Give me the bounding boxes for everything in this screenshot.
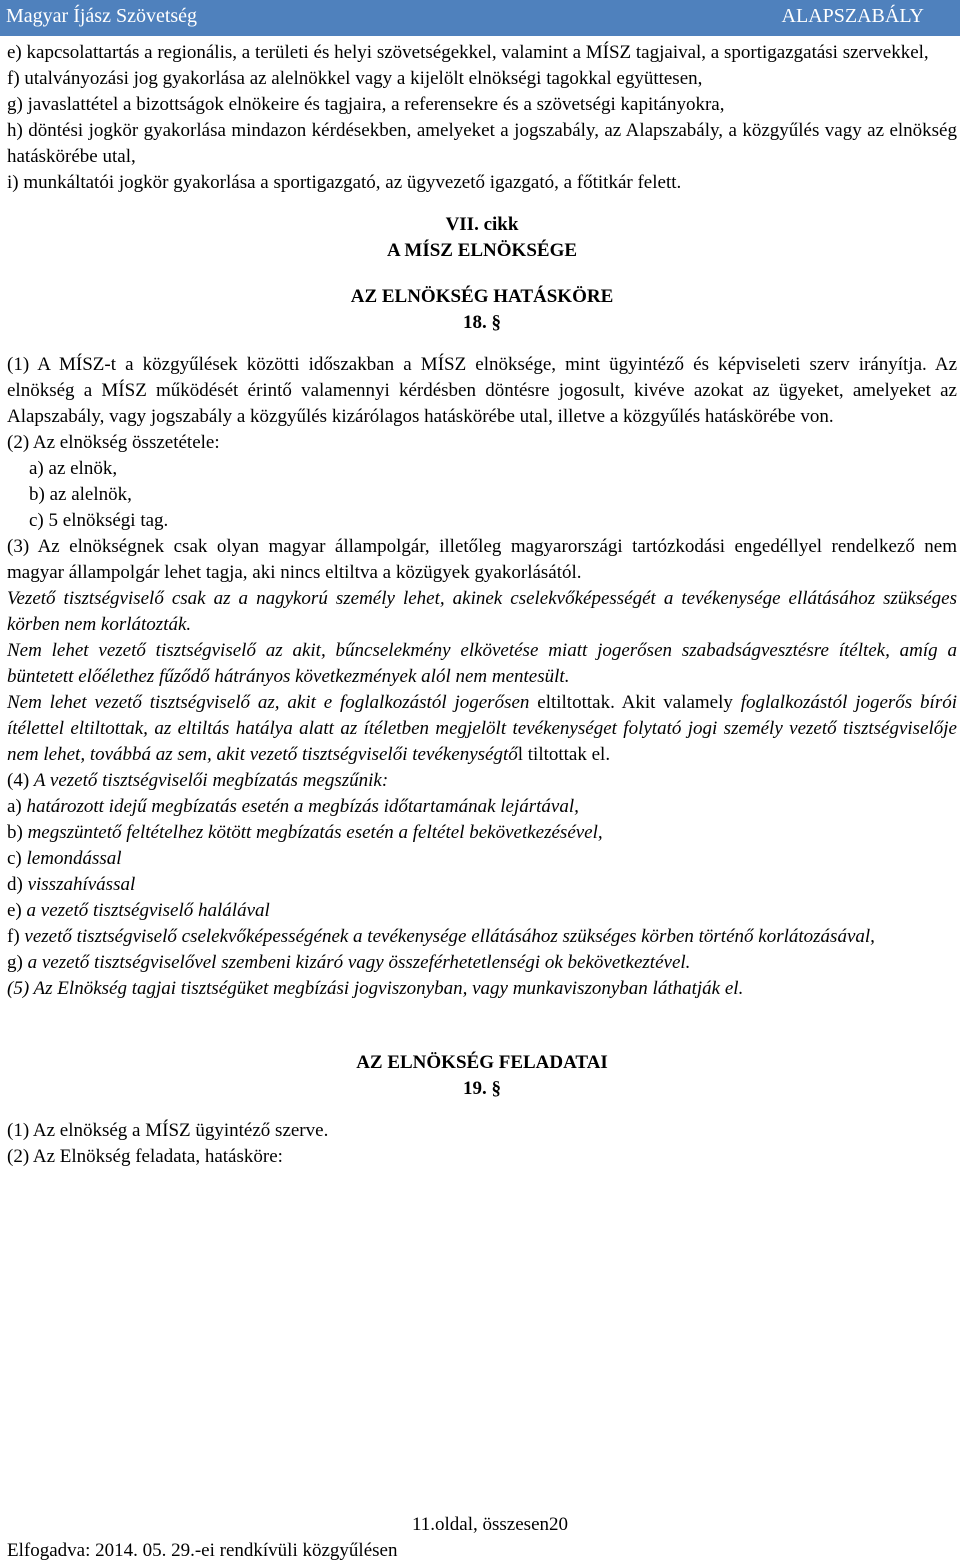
text-italic: Nem lehet vezető tisztségviselő az, akit e foglalkozástól jogerősen xyxy=(7,692,530,713)
list-item xyxy=(7,898,957,924)
section-heading: AZ ELNÖKSÉG HATÁSKÖRE xyxy=(350,286,614,307)
item-prefix: b) xyxy=(7,822,28,843)
item-text: megszüntető feltételhez kötött megbízatás esetén a feltétel bekövetkezésével, xyxy=(27,822,603,843)
list-item: g) javaslattétel a bizottságok elnökeire és tagjaira, a referensekre és a szövetségi kapitányokra, xyxy=(7,94,725,115)
paragraph: (1) A MÍSZ-t a közgyűlések közötti időszakban a MÍSZ elnöksége, mint ügyintéző és képviseleti szerv irányítja. Az elnökség a MÍSZ működését érintő valamennyi kérdésben döntésre jogosult, kivéve azokat az ügyeket, amelyeket az Alapszabály, vagy jogszabály a közgyűlés kizárólagos hatáskörébe utal, illetve a közgyűlés hatáskörébe von. xyxy=(7,354,957,427)
item-text: vezető tisztségviselő cselekvőképességének a tevékenysége ellátásához szükséges körben történő korlátozásával, xyxy=(24,926,875,947)
chapter-number: VII. cikk xyxy=(445,214,519,235)
item-prefix: f) xyxy=(7,926,25,947)
list-item: c) 5 elnökségi tag. xyxy=(29,510,169,531)
paragraph xyxy=(7,690,957,768)
item-prefix: a) xyxy=(7,796,27,817)
list-item: f) utalványozási jog gyakorlása az alelnökkel vagy a kijelölt elnökségi tagokkal együttesen, xyxy=(7,68,703,89)
list-item: b) az alelnök, xyxy=(29,484,132,505)
item-text: határozott idejű megbízatás esetén a megbízás időtartamának lejártával, xyxy=(26,796,579,817)
section-heading: AZ ELNÖKSÉG FELADATAI xyxy=(356,1052,608,1073)
list-item xyxy=(7,820,957,846)
paragraph: (3) Az elnökségnek csak olyan magyar állampolgár, illetőleg magyarországi tartózkodási engedéllyel rendelkező nem magyar állampolgár lehet tagja, aki nincs eltiltva a közügyek gyakorlásától. xyxy=(7,536,957,583)
item-prefix: d) xyxy=(7,874,28,895)
list-item: h) döntési jogkör gyakorlása mindazon kérdésekben, amelyeket a jogszabály, az Alapszabály, a közgyűlés vagy az elnökség hatáskörébe utal, xyxy=(7,120,957,167)
paragraph: (2) Az Elnökség feladata, hatásköre: xyxy=(7,1146,283,1167)
text-italic: foglalkozástól jogerős bírói ítélettel eltiltottak, az eltiltás hatálya alatt az ítéletben megjelölt tevékenységet folytató jogi személy vezető tisztségviselője nem lehet, továbbá az sem, akit vezető tisztségviselői tevékenységtő xyxy=(7,692,957,765)
list-item: e) kapcsolattartás a regionális, a területi és helyi szövetségekkel, valamint a MÍSZ tagjaival, a sportigazgatási szervekkel, xyxy=(7,42,929,63)
item-text: lemondással xyxy=(26,848,122,869)
list-item xyxy=(7,872,957,898)
text-regular: eltiltottak. Akit valamely xyxy=(529,692,741,713)
header-organization: Magyar Íjász Szövetség xyxy=(6,5,198,27)
list-item: a) az elnök, xyxy=(29,458,118,479)
text-regular: l tiltottak el. xyxy=(517,744,611,765)
list-item xyxy=(7,794,957,820)
item-prefix: g) xyxy=(7,952,28,973)
page-number: 11.oldal, összesen20 xyxy=(411,1514,569,1535)
paragraph xyxy=(7,768,957,794)
section-number: 19. § xyxy=(463,1078,501,1099)
item-text: a vezető tisztségviselő halálával xyxy=(26,900,270,921)
header-document-title: ALAPSZABÁLY xyxy=(781,5,924,27)
text-italic: A vezető tisztségviselői megbízatás megszűnik: xyxy=(33,770,389,791)
adoption-note: Elfogadva: 2014. 05. 29.-ei rendkívüli közgyűlésen xyxy=(7,1540,398,1561)
page-header xyxy=(0,0,960,36)
paragraph: Vezető tisztségviselő csak az a nagykorú személy lehet, akinek cselekvőképességét a tevékenysége ellátásához szükséges körben nem korlátozták. xyxy=(7,588,957,635)
text-regular: (4) xyxy=(7,770,34,791)
item-prefix: c) xyxy=(7,848,27,869)
list-item: i) munkáltatói jogkör gyakorlása a sportigazgató, az ügyvezető igazgató, a főtitkár felett. xyxy=(7,172,682,193)
page-footer xyxy=(0,1512,960,1564)
item-text: a vezető tisztségviselővel szembeni kizáró vagy összeférhetetlenségi ok bekövetkeztével. xyxy=(27,952,691,973)
list-item xyxy=(7,924,957,950)
paragraph: (5) Az Elnökség tagjai tisztségüket megbízási jogviszonyban, vagy munkaviszonyban láthatják el. xyxy=(7,978,744,999)
paragraph: (2) Az elnökség összetétele: xyxy=(7,432,220,453)
list-item xyxy=(7,846,957,872)
item-text: visszahívással xyxy=(27,874,136,895)
chapter-title: A MÍSZ ELNÖKSÉGE xyxy=(386,240,578,261)
section-number: 18. § xyxy=(463,312,501,333)
item-prefix: e) xyxy=(7,900,27,921)
paragraph: (1) Az elnökség a MÍSZ ügyintéző szerve. xyxy=(7,1120,329,1141)
paragraph: Nem lehet vezető tisztségviselő az akit, bűncselekmény elkövetése miatt jogerősen szabadságvesztésre ítéltek, amíg a büntetett előélethez fűződő hátrányos következmények alól nem mentesült. xyxy=(7,640,957,687)
list-item xyxy=(7,950,957,976)
document-body xyxy=(7,40,957,1170)
